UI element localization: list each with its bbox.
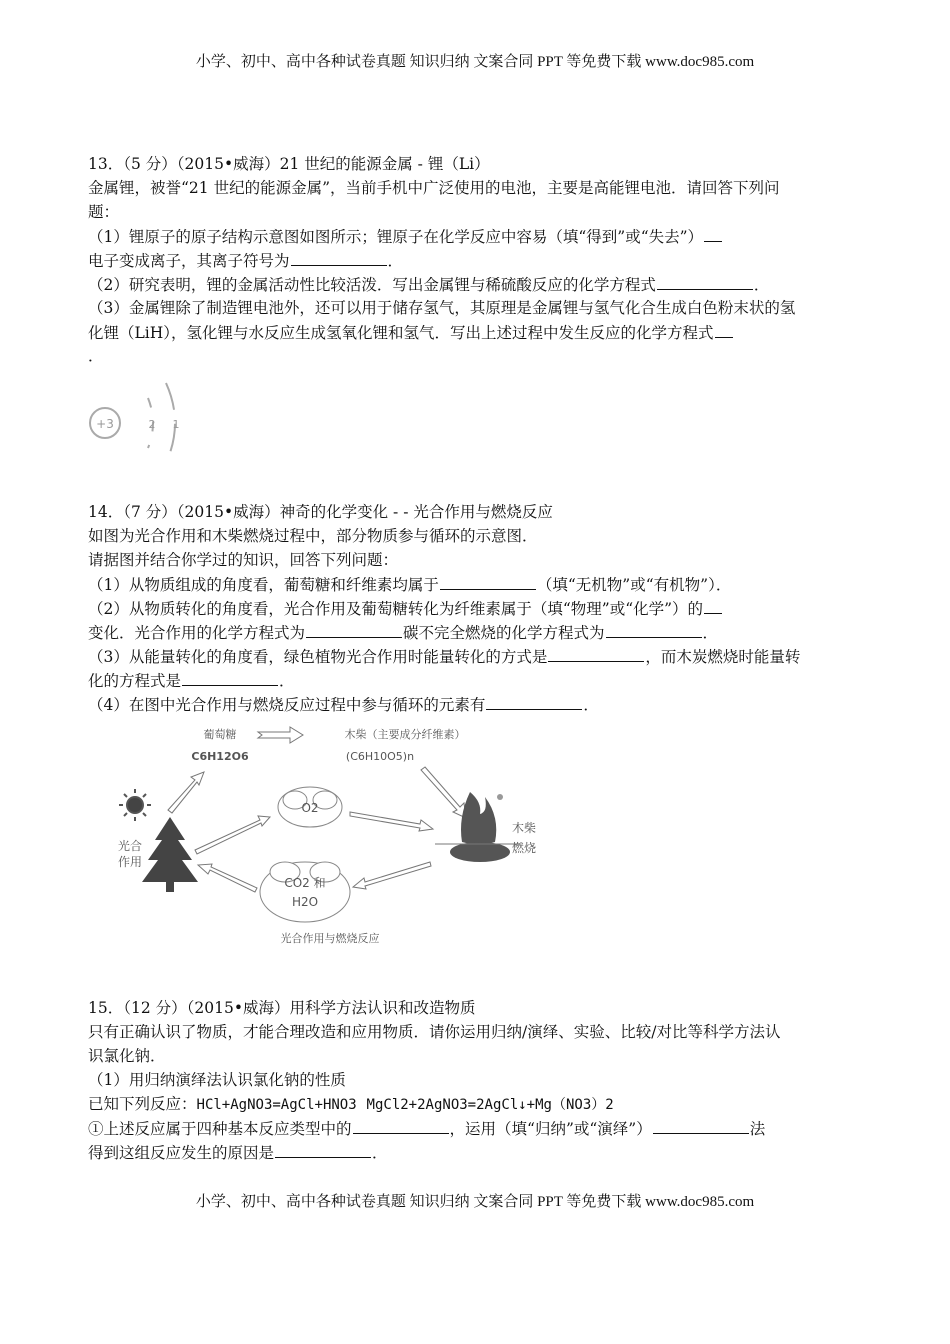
question-15-intro: 只有正确认识了物质，才能合理改造和应用物质．请你运用归纳/演绎、实验、比较/对比等科学方法认 bbox=[88, 1023, 781, 1041]
sun-icon bbox=[119, 789, 151, 821]
glucose-label: 葡萄糖 bbox=[203, 728, 237, 741]
lithium-atom-structure-diagram bbox=[88, 378, 198, 468]
question-15: 15．（12 分）（2015•威海）用科学方法认识和改造物质 只有正确认识了物质，才能合理改造和应用物质．请你运用归纳/演绎、实验、比较/对比等科学方法认 识氯化钠． （1）用归纳演绎法认识氯化钠的性质 已知下列反应：HCl+AgNO3=AgCl+HNO3 MgCl2+2AgNO3=2AgCl↓+Mg（NO3）2 ①上述反应属于四种基本反应类型中的 ，运用（填“归纳”或“演绎”） 法 得到这组反应发生的原因是 ． bbox=[88, 996, 868, 1164]
question-15-subpart-1: ①上述反应属于四种基本反应类型中的 ，运用（填“归纳”或“演绎”） 法 bbox=[88, 1116, 868, 1140]
question-13-intro: 金属锂，被誉“21 世纪的能源金属”，当前手机中广泛使用的电池，主要是高能锂电池．请回答下列问 bbox=[88, 179, 780, 197]
question-13: 13．（5 分）（2015•威海）21 世纪的能源金属 - 锂（Li） 金属锂，被誉“21 世纪的能源金属”，当前手机中广泛使用的电池，主要是高能锂电池．请回答下列问 题： （1）锂原子的原子结构示意图如图所示；锂原子在化学反应中容易（填“得到”或“失去”） 电子变成离子，其离子符号为 ． （2）研究表明，锂的金属活动性比较活泼．写出金属锂与稀硫酸反应的化学方程式 ． （3）金属锂除了制造锂电池外，还可以用于储存氢气，其原理是金属锂与氢气化合生成白色粉末状的氢 化锂（LiH），氢化锂与水反应生成氢氧化锂和氢气．写出上述过程中发生反应的化学方程式 ． bbox=[88, 152, 868, 368]
svg-text:光合: 光合 bbox=[118, 839, 143, 853]
arrow-left-up-icon bbox=[198, 864, 257, 892]
question-13-intro-cont: 题： bbox=[88, 203, 120, 221]
campfire-icon bbox=[435, 792, 520, 862]
svg-text:木柴: 木柴 bbox=[512, 821, 537, 835]
answer-blank[interactable] bbox=[353, 1116, 449, 1134]
answer-blank[interactable] bbox=[606, 620, 702, 638]
question-13-part-1: （1）锂原子的原子结构示意图如图所示；锂原子在化学反应中容易（填“得到”或“失去”） bbox=[88, 224, 868, 248]
answer-blank[interactable] bbox=[306, 620, 402, 638]
svg-text:CO2 和: CO2 和 bbox=[284, 876, 326, 890]
co2-water-cloud-icon bbox=[260, 862, 350, 922]
tree-icon bbox=[142, 817, 198, 892]
question-14-title: 14．（7 分）（2015•威海）神奇的化学变化 - - 光合作用与燃烧反应 bbox=[88, 503, 553, 521]
page-header-banner: 小学、初中、高中各种试卷真题 知识归纳 文案合同 PPT 等免费下载 www.doc985.com bbox=[195, 54, 755, 70]
svg-text:+3: +3 bbox=[96, 417, 114, 431]
question-14-intro: 如图为光合作用和木柴燃烧过程中，部分物质参与循环的示意图． bbox=[88, 527, 538, 545]
question-13-part-3: （3）金属锂除了制造锂电池外，还可以用于储存氢气，其原理是金属锂与氢气化合生成白色粉末状的氢 bbox=[88, 299, 796, 317]
diagram-caption: 光合作用与燃烧反应 bbox=[280, 932, 380, 945]
question-14-part-3: （3）从能量转化的角度看，绿色植物光合作用时能量转化的方式是 ，而木炭燃烧时能量转 bbox=[88, 644, 868, 668]
question-13-title: 13．（5 分）（2015•威海）21 世纪的能源金属 - 锂（Li） bbox=[88, 155, 490, 173]
question-13-part-2: （2）研究表明，锂的金属活动性比较活泼．写出金属锂与稀硫酸反应的化学方程式 ． bbox=[88, 272, 868, 296]
glucose-formula: C6H12O6 bbox=[191, 750, 249, 763]
svg-text:燃烧: 燃烧 bbox=[512, 841, 537, 855]
svg-text:O2: O2 bbox=[301, 801, 319, 815]
answer-blank[interactable] bbox=[440, 572, 536, 590]
answer-blank[interactable] bbox=[715, 320, 733, 338]
arrow-right-down-icon bbox=[350, 812, 433, 831]
question-14-part-1: （1）从物质组成的角度看，葡萄糖和纤维素均属于 （填“无机物”或“有机物”）． bbox=[88, 572, 868, 596]
question-14-part-2: （2）从物质转化的角度看，光合作用及葡萄糖转化为纤维素属于（填“物理”或“化学”）的 bbox=[88, 596, 868, 620]
svg-text:作用: 作用 bbox=[118, 855, 143, 869]
arrow-down-right-icon bbox=[421, 767, 466, 818]
svg-text:2: 2 bbox=[148, 418, 156, 431]
answer-blank[interactable] bbox=[653, 1116, 749, 1134]
wood-label: 木柴（主要成分纤维素） bbox=[344, 728, 466, 741]
answer-blank[interactable] bbox=[657, 272, 753, 290]
answer-blank[interactable] bbox=[548, 644, 644, 662]
arrow-right-up-icon bbox=[195, 816, 270, 854]
question-14: 14．（7 分）（2015•威海）神奇的化学变化 - - 光合作用与燃烧反应 如图为光合作用和木柴燃烧过程中，部分物质参与循环的示意图． 请据图并结合你学过的知识，回答下列问题： （1）从物质组成的角度看，葡萄糖和纤维素均属于 （填“无机物”或“有机物”）． （2）从物质转化的角度看，光合作用及葡萄糖转化为纤维素属于（填“物理”或“化学”）的 变化．光合作用的化学方程式为 碳不完全燃烧的化学方程式为 ． （3）从能量转化的角度看，绿色植物光合作用时能量转化的方式是 ，而木炭燃烧时能量转 化的方程式是 ． （4）在图中光合作用与燃烧反应过程中参与循环的元素有 ． bbox=[88, 500, 868, 716]
known-reactions: 已知下列反应：HCl+AgNO3=AgCl+HNO3 MgCl2+2AgNO3=2AgCl↓+Mg（NO3）2 bbox=[88, 1095, 614, 1113]
wood-formula: (C6H10O5)n bbox=[345, 750, 415, 763]
photosynthesis-combustion-cycle-diagram bbox=[100, 722, 560, 952]
reaction-2: MgCl2+2AgNO3=2AgCl↓+Mg（NO3）2 bbox=[366, 1097, 614, 1113]
answer-blank[interactable] bbox=[704, 596, 722, 614]
answer-blank[interactable] bbox=[486, 692, 582, 710]
question-15-part-1: （1）用归纳演绎法认识氯化钠的性质 bbox=[88, 1071, 346, 1089]
question-15-title: 15．（12 分）（2015•威海）用科学方法认识和改造物质 bbox=[88, 999, 476, 1017]
svg-text:H2O: H2O bbox=[291, 895, 319, 909]
svg-text:1: 1 bbox=[172, 418, 180, 431]
reaction-1: HCl+AgNO3=AgCl+HNO3 bbox=[196, 1097, 357, 1113]
arrow-right-icon bbox=[258, 727, 303, 743]
answer-blank[interactable] bbox=[182, 668, 278, 686]
arrow-left-icon bbox=[353, 862, 431, 889]
page-footer-banner: 小学、初中、高中各种试卷真题 知识归纳 文案合同 PPT 等免费下载 www.doc985.com bbox=[195, 1194, 755, 1210]
answer-blank[interactable] bbox=[275, 1140, 371, 1158]
answer-blank[interactable] bbox=[291, 248, 387, 266]
question-14-part-4: （4）在图中光合作用与燃烧反应过程中参与循环的元素有 ． bbox=[88, 692, 868, 716]
answer-blank[interactable] bbox=[704, 224, 722, 242]
arrow-up-right-icon bbox=[168, 772, 204, 813]
